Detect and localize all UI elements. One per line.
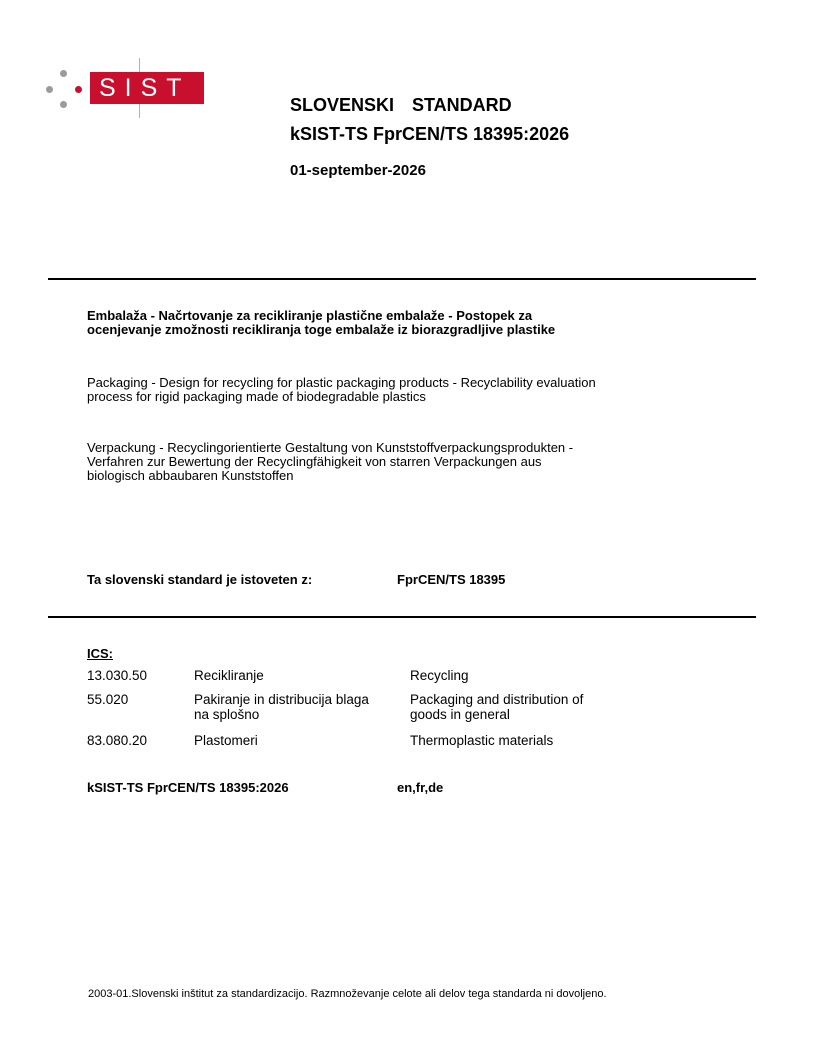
ics-code: 55.020: [87, 692, 129, 707]
sist-logo-dots: [46, 68, 86, 110]
standard-label: SLOVENSKI STANDARD: [290, 95, 512, 115]
title-line: Verfahren zur Bewertung der Recyclingfähigkeit von starren Verpackungen aus: [87, 454, 542, 469]
sist-logo: SIST: [90, 72, 204, 104]
ics-english-line: Packaging and distribution of: [410, 692, 584, 707]
divider-bottom: [48, 616, 756, 618]
logo-dot: [46, 86, 53, 93]
ics-slovenian: [194, 692, 410, 722]
title-line: Packaging - Design for recycling for plastic packaging products - Recyclability evaluation: [87, 375, 596, 390]
ics-english-line: Recycling: [410, 668, 469, 683]
identical-label: Ta slovenski standard je istoveten z:: [87, 572, 313, 587]
title-line: ocenjevanje zmožnosti recikliranja toge embalaže iz biorazgradljive plastike: [87, 322, 556, 337]
title-english: [87, 376, 747, 404]
ics-slovenian-line: na splošno: [194, 707, 260, 722]
ics-label: ICS:: [87, 646, 113, 661]
title-german: [87, 441, 747, 483]
ics-slovenian: [194, 668, 410, 683]
ics-slovenian-line: Recikliranje: [194, 668, 264, 683]
ics-english: [410, 692, 640, 722]
document-code: kSIST-TS FprCEN/TS 18395:2026: [87, 780, 289, 795]
ics-slovenian-line: Plastomeri: [194, 733, 258, 748]
title-slovenian: [87, 309, 747, 337]
ics-english: [410, 668, 640, 683]
document-languages: en,fr,de: [397, 780, 444, 795]
publication-date: 01-september-2026: [290, 162, 426, 179]
title-line: process for rigid packaging made of biodegradable plastics: [87, 389, 426, 404]
title-line: biologisch abbaubaren Kunststoffen: [87, 468, 294, 483]
standard-code: kSIST-TS FprCEN/TS 18395:2026: [290, 124, 570, 144]
title-line: Embalaža - Načrtovanje za recikliranje plastične embalaže - Postopek za: [87, 308, 533, 323]
title-line: Verpackung - Recyclingorientierte Gestaltung von Kunststoffverpackungsprodukten -: [87, 440, 574, 455]
divider-top: [48, 278, 756, 280]
logo-dot-red: [75, 86, 82, 93]
ics-english-line: goods in general: [410, 707, 510, 722]
identical-value: FprCEN/TS 18395: [397, 572, 506, 587]
ics-slovenian-line: Pakiranje in distribucija blaga: [194, 692, 369, 707]
ics-english-line: Thermoplastic materials: [410, 733, 554, 748]
logo-dot: [60, 70, 67, 77]
copyright-notice: 2003-01.Slovenski inštitut za standardizacijo. Razmnoževanje celote ali delov tega standarda ni dovoljeno.: [88, 988, 607, 1000]
ics-slovenian: [194, 733, 410, 748]
ics-code: 13.030.50: [87, 668, 148, 683]
ics-english: [410, 733, 640, 748]
logo-dot: [60, 101, 67, 108]
ics-code: 83.080.20: [87, 733, 148, 748]
